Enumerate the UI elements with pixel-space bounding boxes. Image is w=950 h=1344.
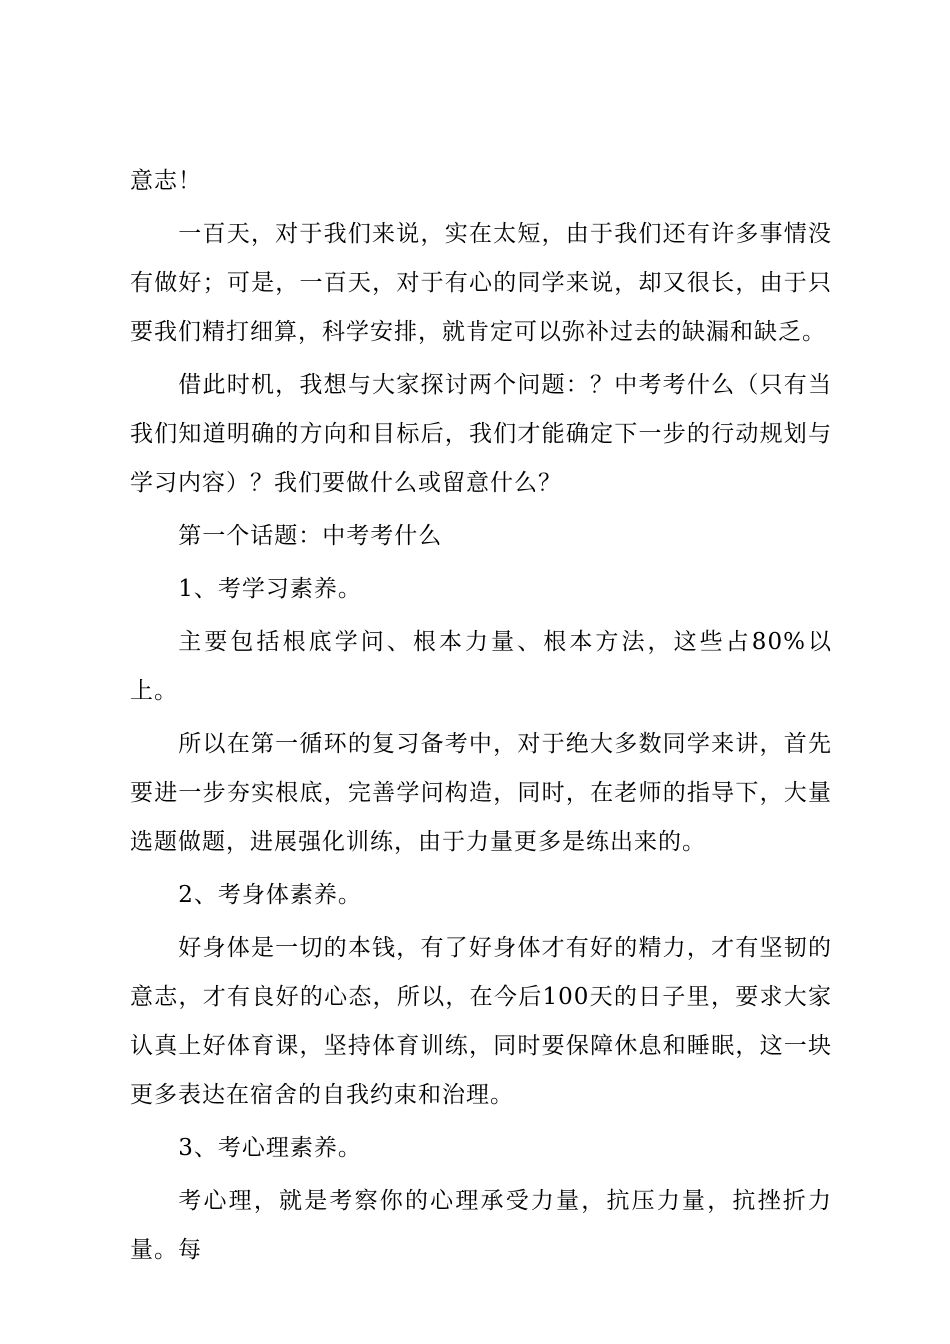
document-body xyxy=(130,157,832,1279)
paragraph-learning-basics: 主要包括根底学问、根本力量、根本方法，这些占80%以上。 xyxy=(130,629,832,704)
paragraph-psychological: 考心理，就是考察你的心理承受力量，抗压力量，抗挫折力量。每 xyxy=(130,1188,832,1263)
list-item-psychological-quality: 3、考心理素养。 xyxy=(178,1135,362,1161)
list-item-learning-quality: 1、考学习素养。 xyxy=(178,576,362,602)
paragraph-continuation: 意志！ xyxy=(130,168,202,194)
paragraph-first-review-cycle: 所以在第一循环的复习备考中，对于绝大多数同学来讲，首先要进一步夯实根底，完善学问构造，同时，在老师的指导下，大量选题做题，进展强化训练，由于力量更多是练出来的。 xyxy=(130,731,832,855)
list-item-physical-quality: 2、考身体素养。 xyxy=(178,882,362,908)
paragraph-hundred-days: 一百天，对于我们来说，实在太短，由于我们还有许多事情没有做好；可是，一百天，对于有心的同学来说，却又很长，由于只要我们精打细算，科学安排，就肯定可以弥补过去的缺漏和缺乏。 xyxy=(130,221,832,345)
paragraph-two-questions: 借此时机，我想与大家探讨两个问题：？中考考什么（只有当我们知道明确的方向和目标后，我们才能确定下一步的行动规划与学习内容）？我们要做什么或留意什么？ xyxy=(130,372,832,496)
paragraph-physical-health: 好身体是一切的本钱，有了好身体才有好的精力，才有坚韧的意志，才有良好的心态，所以，在今后100天的日子里，要求大家认真上好体育课，坚持体育训练，同时要保障休息和睡眠，这一块更多表达在宿舍的自我约束和治理。 xyxy=(130,935,832,1108)
section-heading-first-topic: 第一个话题：中考考什么 xyxy=(178,523,443,549)
